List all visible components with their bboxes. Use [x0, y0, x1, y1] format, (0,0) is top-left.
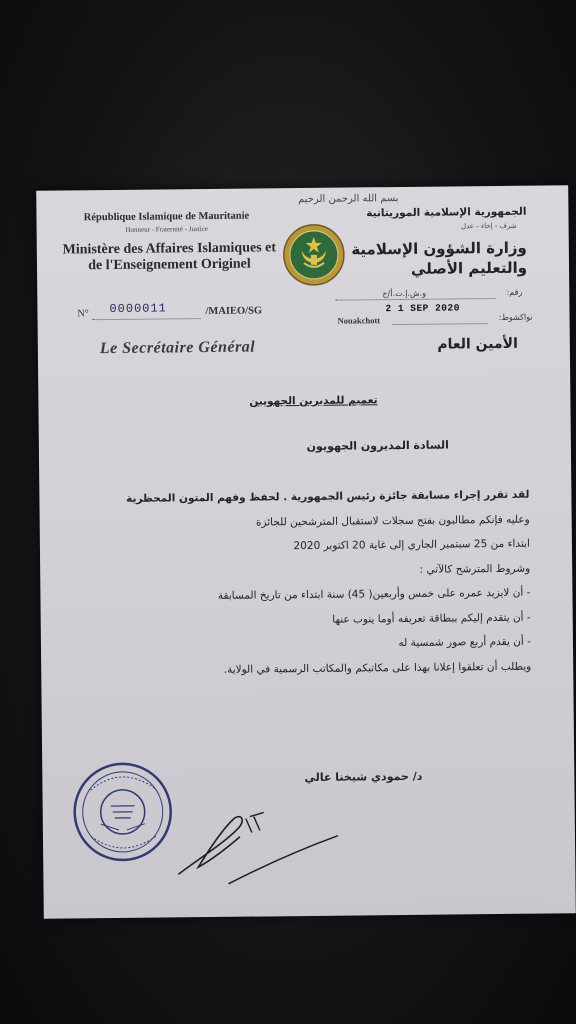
- letter-body: [126, 488, 532, 689]
- motto-fr: Honneur - Fraternité - Justice: [125, 225, 208, 234]
- signer-name: د/ حمودي شيخنا عالي: [304, 769, 423, 785]
- city-label: Nouakchott: [337, 315, 381, 326]
- ministry-name-ar: وزارة الشؤون الإسلامية والتعليم الأصلي: [351, 238, 528, 278]
- body-line: - أن يتقدم إليكم ببطاقة تعريفه أوما ينوب عنها: [332, 611, 531, 626]
- handwritten-signature: [167, 788, 348, 890]
- body-line: - أن لايزيد عمره على خمس وأربعين( 45) سنة ابتداء من تاريخ المسابقة: [217, 586, 531, 602]
- secretary-general-title-fr: Le Secrétaire Général: [99, 338, 256, 358]
- mauritania-emblem-icon: [282, 223, 347, 288]
- reference-number-line: [93, 318, 201, 320]
- body-line: لقد تقرر إجراء مسابقة جائزة رئيس الجمهورية . لحفظ وفهم المتون المحظرية: [126, 488, 530, 505]
- reference-number-label: N°: [77, 308, 89, 320]
- ministry-name-fr: Ministère des Affaires Islamiques et de l'Enseignement Originel: [62, 240, 277, 274]
- bismillah: بسم الله الرحمن الرحيم: [297, 193, 399, 206]
- reference-suffix: /MAIEO/SG: [205, 305, 263, 318]
- republic-name-ar: الجمهورية الإسلامية الموريتانية: [366, 205, 527, 220]
- date-stamp: 2 1 SEP 2020: [385, 302, 460, 315]
- reference-code-ar: و.ش.إ.ت.أ/ح: [382, 288, 427, 299]
- secretary-general-title-ar: الأمين العام: [437, 335, 518, 353]
- motto-ar: شرف - إخاء - عدل: [460, 221, 517, 231]
- reference-label-ar: رقم:: [506, 287, 523, 297]
- body-line: ويطلب أن تعلقوا إعلانا بهذا على مكاتبكم والمكاتب الرسمية في الولاية.: [223, 660, 532, 676]
- date-label-ar: نواكشوط:: [498, 312, 533, 322]
- republic-name-fr: République Islamique de Mauritanie: [83, 210, 250, 224]
- letter-addressee: السادة المديرون الجهويون: [306, 438, 449, 453]
- body-line: وشروط المترشح كالآتي :: [419, 562, 531, 576]
- body-line: وعليه فإنكم مطالبون بفتح سجلات لاستقبال المترشحين للجائزة: [255, 513, 530, 529]
- official-stamp: [70, 759, 176, 865]
- letter-subject: تعميم للمديرين الجهويين: [249, 394, 378, 408]
- reference-number: 0000011: [109, 301, 167, 317]
- letter-page: [36, 185, 576, 919]
- date-line: [393, 323, 488, 325]
- body-line: ابتداء من 25 سبتمبر الجاري إلى غاية 20 اكتوبر 2020: [293, 537, 530, 553]
- body-line: - أن يقدم أربع صور شمسية له: [398, 635, 532, 650]
